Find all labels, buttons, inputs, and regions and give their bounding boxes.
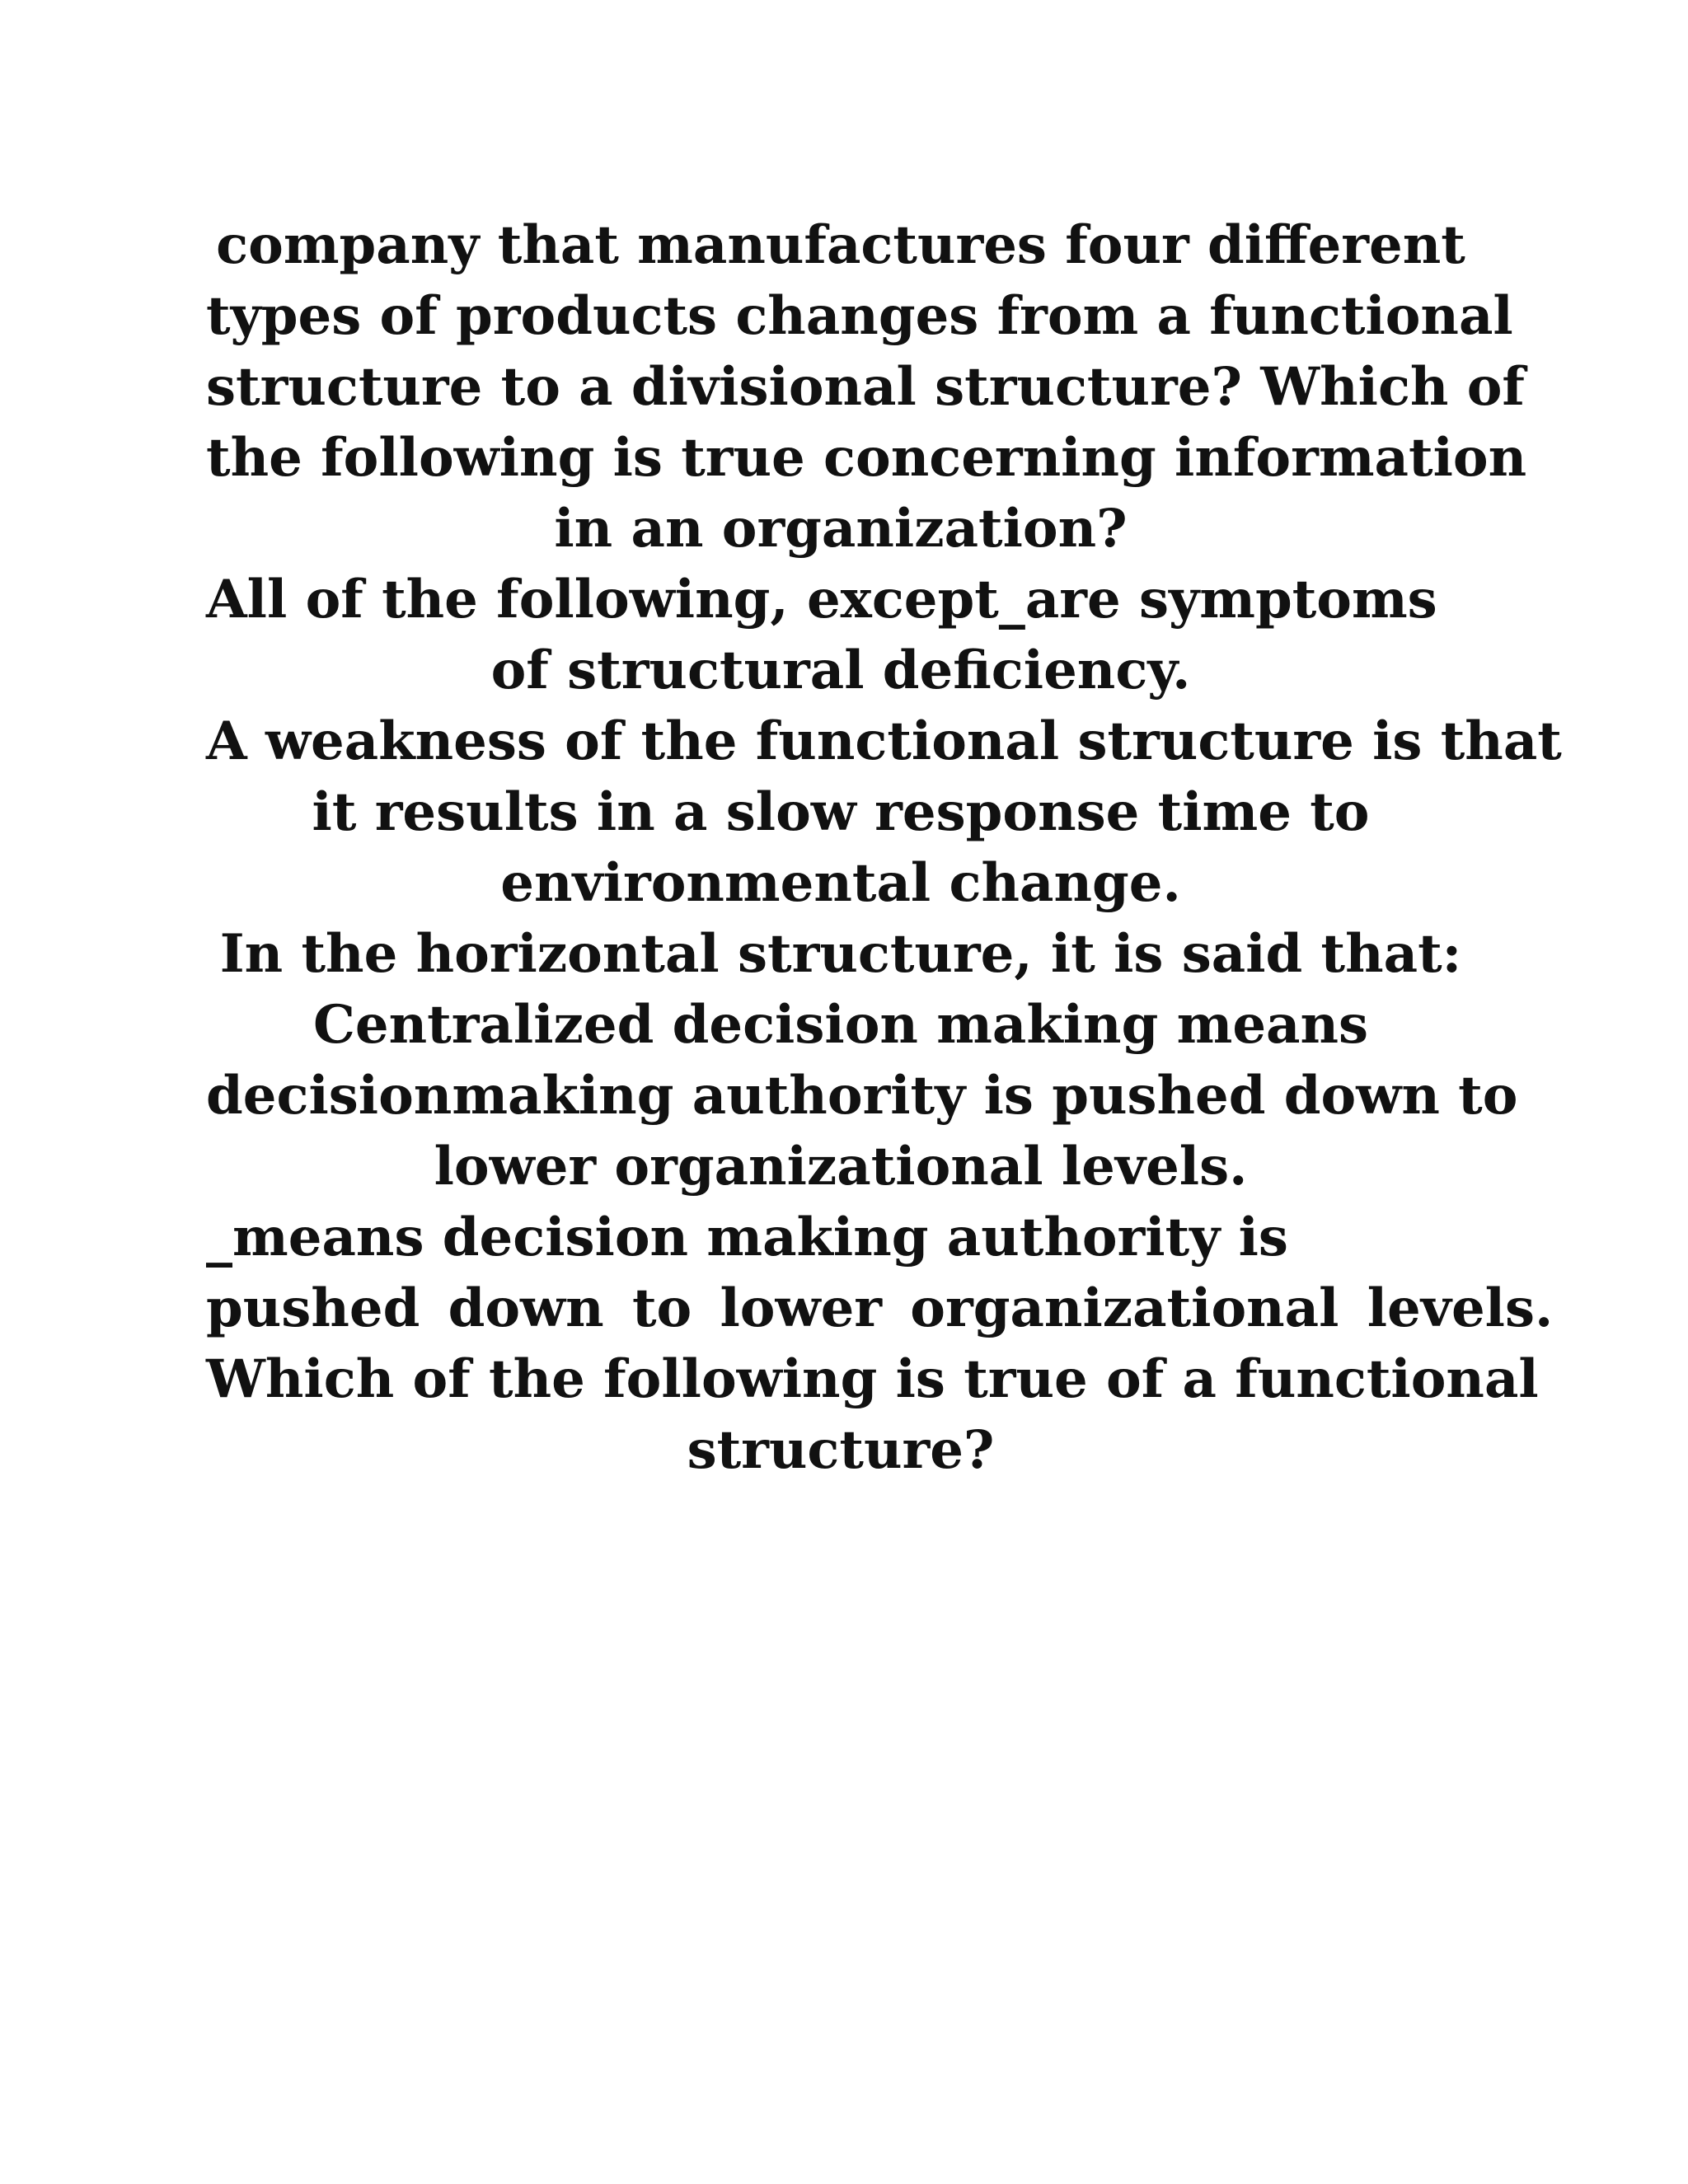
text-line: company that manufactures four different	[216, 214, 1465, 276]
text-line: of structural deficiency.	[490, 640, 1191, 701]
text-line: structure?	[687, 1419, 995, 1481]
text-line: Centralized decision making means	[312, 994, 1369, 1056]
text-line: In the horizontal structure, it is said that:	[219, 923, 1462, 985]
text-line: types of products changes from a functional	[206, 285, 1513, 347]
text-line: decisionmaking authority is pushed down to	[206, 1065, 1518, 1127]
text-line: it results in a slow response time to	[312, 781, 1370, 843]
text-line: A weakness of the functional structure is that	[206, 710, 1562, 772]
text-line: All of the following, except_are symptoms	[206, 569, 1437, 630]
text-line: pushed down to lower organizational levels.	[206, 1277, 1554, 1339]
document-text	[206, 210, 1562, 1486]
text-line: _means decision making authority is	[206, 1207, 1288, 1268]
text-line: structure to a divisional structure? Which of	[206, 356, 1525, 418]
text-line: Which of the following is true of a functional	[206, 1348, 1539, 1410]
text-line: in an organization?	[554, 498, 1128, 560]
text-line: lower organizational levels.	[434, 1136, 1248, 1197]
text-line: environmental change.	[500, 852, 1181, 914]
text-line: the following is true concerning information	[206, 427, 1527, 489]
